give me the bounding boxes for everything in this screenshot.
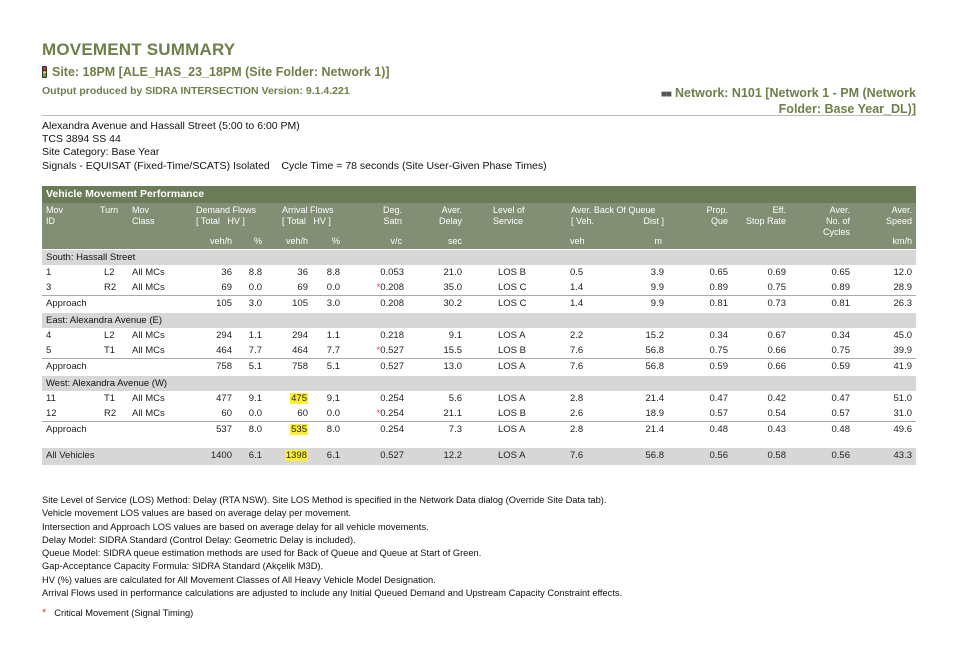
cell-que: 0.56: [709, 450, 728, 461]
col-satn: Satn: [383, 216, 402, 226]
cell-los: LOS A: [498, 393, 526, 404]
cell-dt: 477: [216, 393, 232, 404]
cell-delay: 21.0: [443, 267, 462, 278]
cell-ah: 0.0: [326, 408, 340, 419]
cell-satn: 0.053: [380, 267, 404, 278]
col-speed: Aver.: [891, 205, 912, 215]
cell-stop: 0.42: [767, 393, 786, 404]
cell-id: 12: [46, 408, 57, 419]
cell-delay: 9.1: [448, 330, 462, 341]
cell-satn: 0.254: [380, 393, 404, 404]
unit-pct: %: [253, 236, 262, 246]
cell-spd: 28.9: [893, 282, 912, 293]
cell-dist: 18.9: [645, 408, 664, 419]
cell-stop: 0.54: [767, 408, 786, 419]
cell-stop: 0.43: [767, 424, 786, 435]
col-turn: Turn: [100, 205, 119, 215]
cell-at: 758: [292, 361, 308, 372]
note-line: Arrival Flows used in performance calculations are adjusted to include any Initial Queued Demand and Upstream Capacity Constraint effects.: [42, 588, 623, 599]
all-vehicles-row: [42, 448, 916, 465]
cell-cls: All MCs: [132, 393, 165, 404]
cell-ah: 8.0: [326, 424, 340, 435]
cell-spd: 39.9: [893, 345, 912, 356]
produced-by: Output produced by SIDRA INTERSECTION Version: 9.1.4.221: [42, 85, 350, 97]
info-line: Site Category: Base Year: [42, 146, 160, 159]
cell-delay: 15.5: [443, 345, 462, 356]
cell-que: 0.75: [709, 345, 728, 356]
cell-delay: 5.6: [448, 393, 462, 404]
cell-dist: 9.9: [650, 298, 664, 309]
cell-cls: All MCs: [132, 282, 165, 293]
cell-delay: 35.0: [443, 282, 462, 293]
cell-dh: 0.0: [248, 408, 262, 419]
cell-que: 0.48: [709, 424, 728, 435]
cell-at: [278, 450, 308, 461]
unit-vc: v/c: [390, 236, 402, 246]
cell-los: LOS A: [498, 361, 526, 372]
movement-performance-table: [42, 186, 916, 465]
critical-legend: [42, 607, 193, 619]
network-icon: ■■: [660, 89, 671, 100]
cell-los: LOS B: [498, 345, 526, 356]
cell-satn: [374, 345, 404, 356]
cell-que: 0.34: [709, 330, 728, 341]
col-los: Level of: [493, 205, 525, 215]
critical-label: Critical Movement (Signal Timing): [54, 608, 194, 618]
cell-satn: 0.527: [380, 450, 404, 461]
note-line: Intersection and Approach LOS values are based on average delay for all vehicle movements.: [42, 521, 429, 532]
col-deg: Deg.: [382, 205, 402, 215]
cell-turn: L2: [104, 330, 115, 341]
cell-veh: 0.5: [570, 267, 584, 278]
cell-id: 5: [46, 345, 52, 356]
approach-row: [42, 421, 916, 438]
cell-ah: 7.7: [326, 345, 340, 356]
page-title: MOVEMENT SUMMARY: [42, 40, 236, 59]
cell-cyc: 0.75: [831, 345, 850, 356]
col-queue-dist: Dist ]: [643, 216, 664, 226]
cell-satn-value: 0.208: [380, 282, 404, 293]
note-line: Site Level of Service (LOS) Method: Delay (RTA NSW). Site LOS Method is specified in the Network Data dialog (Override Site Data tab).: [42, 495, 607, 505]
col-cycles: Aver.: [829, 205, 850, 215]
cell-spd: 51.0: [893, 393, 912, 404]
col-cycles: Cycles: [822, 227, 850, 237]
col-speed: Speed: [885, 216, 912, 226]
cell-dist: 3.9: [650, 267, 664, 278]
cell-at: 36: [297, 267, 308, 278]
table-row: [42, 343, 916, 358]
col-los: Service: [493, 216, 524, 226]
cell-veh: 1.4: [570, 282, 584, 293]
cell-turn: R2: [104, 408, 117, 419]
cell-id: 3: [46, 282, 52, 293]
cell-ah: 6.1: [326, 450, 340, 461]
cell-spd: 45.0: [893, 330, 912, 341]
col-mov: Mov: [46, 205, 64, 215]
cell-los: LOS A: [498, 450, 526, 461]
note-line: Vehicle movement LOS values are based on average delay per movement.: [42, 508, 352, 519]
table-row: [42, 328, 916, 343]
section-header: West: Alexandra Avenue (W): [42, 376, 916, 391]
cell-satn: 0.208: [380, 298, 404, 309]
highlighted-value: 1398: [285, 450, 307, 461]
cell-turn: L2: [104, 267, 115, 278]
cell-label: All Vehicles: [46, 450, 95, 461]
section-header: East: Alexandra Avenue (E): [42, 313, 916, 328]
network-line-1: Network: N101 [Network 1 - PM (Network: [674, 86, 916, 100]
unit-pct: %: [331, 236, 340, 246]
cell-que: 0.81: [709, 298, 728, 309]
cell-ah: 0.0: [326, 282, 340, 293]
cell-cyc: 0.56: [831, 450, 850, 461]
cell-los: LOS B: [498, 408, 526, 419]
cell-turn: T1: [104, 393, 116, 404]
cell-dt: 758: [216, 361, 232, 372]
cell-dh: 7.7: [248, 345, 262, 356]
cell-stop: 0.67: [767, 330, 786, 341]
cell-dt: 105: [216, 298, 232, 309]
cell-stop: 0.66: [767, 361, 786, 372]
cell-que: 0.65: [709, 267, 728, 278]
cell-dh: 3.0: [248, 298, 262, 309]
unit-veh: veh: [570, 236, 585, 246]
cell-satn: 0.218: [380, 330, 404, 341]
unit-veh-h: veh/h: [209, 236, 232, 246]
cell-veh: 1.4: [570, 298, 584, 309]
table-title: Vehicle Movement Performance: [42, 186, 916, 203]
cell-at: [278, 424, 308, 435]
cell-los: LOS A: [498, 424, 526, 435]
cell-cyc: 0.47: [831, 393, 850, 404]
cell-dist: 56.8: [645, 450, 664, 461]
cell-id: 11: [46, 393, 56, 404]
cell-dist: 21.4: [645, 393, 664, 404]
cell-at: 294: [292, 330, 308, 341]
cell-cyc: 0.48: [831, 424, 850, 435]
approach-row: [42, 358, 916, 375]
cell-satn: [374, 408, 404, 419]
network-line-2: Folder: Base Year_DL)]: [778, 102, 916, 116]
cell-dt: 36: [221, 267, 232, 278]
highlighted-value: 475: [291, 393, 307, 404]
cell-dt: 69: [221, 282, 232, 293]
cell-veh: 2.8: [570, 424, 584, 435]
section-header: South: Hassall Street: [42, 250, 916, 265]
cell-stop: 0.73: [767, 298, 786, 309]
cell-dt: 537: [216, 424, 232, 435]
col-arrival-sub: [ Total HV ]: [282, 216, 331, 226]
cell-dt: 464: [216, 345, 232, 356]
unit-sec: sec: [447, 236, 462, 246]
cell-dt: 1400: [210, 450, 232, 461]
cell-satn: [374, 282, 404, 293]
cell-stop: 0.66: [767, 345, 786, 356]
cell-ah: 8.8: [326, 267, 340, 278]
cell-cyc: 0.81: [831, 298, 850, 309]
col-class: Mov: [132, 205, 150, 215]
site-info: [42, 120, 547, 173]
table-header: [42, 203, 916, 249]
cell-los: LOS C: [498, 298, 527, 309]
cell-dh: 9.1: [248, 393, 262, 404]
cell-stop: 0.58: [767, 450, 786, 461]
cell-cyc: 0.65: [831, 267, 850, 278]
unit-veh-h: veh/h: [285, 236, 308, 246]
cell-ah: 1.1: [326, 330, 340, 341]
cell-at: 105: [292, 298, 308, 309]
col-prop: Que: [710, 216, 728, 226]
cell-los: LOS A: [498, 330, 526, 341]
cell-dh: 6.1: [248, 450, 262, 461]
cell-ah: 9.1: [326, 393, 340, 404]
cell-dh: 5.1: [248, 361, 262, 372]
col-delay: Aver.: [441, 205, 462, 215]
col-delay: Delay: [438, 216, 462, 226]
col-eff: Stop Rate: [745, 216, 786, 226]
critical-star-icon: *: [376, 408, 381, 419]
col-demand: Demand Flows: [196, 205, 257, 215]
col-class: Class: [132, 216, 155, 226]
cell-dh: 0.0: [248, 282, 262, 293]
col-demand-sub: [ Total HV ]: [196, 216, 245, 226]
unit-kmh: km/h: [892, 236, 912, 246]
cell-delay: 12.2: [443, 450, 462, 461]
cell-spd: 41.9: [893, 361, 912, 372]
cell-label: Approach: [46, 298, 87, 309]
note-line: Delay Model: SIDRA Standard (Control Delay: Geometric Delay is included).: [42, 534, 356, 545]
critical-star-icon: *: [376, 282, 381, 293]
cell-veh: 2.6: [570, 408, 584, 419]
col-queue: Aver. Back Of Queue: [571, 205, 656, 215]
cell-dist: 21.4: [645, 424, 664, 435]
cell-veh: 7.6: [570, 345, 584, 356]
cell-que: 0.59: [709, 361, 728, 372]
cell-spd: 31.0: [893, 408, 912, 419]
cell-cyc: 0.34: [831, 330, 850, 341]
critical-star-icon: *: [376, 345, 381, 356]
table-row: [42, 406, 916, 421]
cell-los: LOS B: [498, 267, 526, 278]
cell-satn: 0.527: [380, 361, 404, 372]
network-heading: [586, 86, 916, 117]
cell-cls: All MCs: [132, 330, 165, 341]
cell-dh: 8.0: [248, 424, 262, 435]
cell-los: LOS C: [498, 282, 527, 293]
table-row: [42, 280, 916, 295]
cell-spd: 49.6: [893, 424, 912, 435]
cell-label: Approach: [46, 361, 87, 372]
cell-delay: 30.2: [443, 298, 462, 309]
cell-ah: 5.1: [326, 361, 340, 372]
cell-dist: 15.2: [645, 330, 664, 341]
table-row: [42, 391, 916, 406]
info-line: TCS 3894 SS 44: [42, 133, 121, 146]
critical-star-icon: *: [42, 607, 47, 619]
cell-dt: 60: [221, 408, 232, 419]
cell-id: 1: [46, 267, 52, 278]
cell-dist: 56.8: [645, 345, 664, 356]
cell-dt: 294: [216, 330, 232, 341]
cell-que: 0.47: [709, 393, 728, 404]
cell-cls: All MCs: [132, 267, 165, 278]
info-line: Alexandra Avenue and Hassall Street (5:00 to 6:00 PM): [42, 120, 300, 132]
cell-spd: 26.3: [893, 298, 912, 309]
cell-dh: 8.8: [248, 267, 262, 278]
cell-cyc: 0.59: [831, 361, 850, 372]
col-arrival: Arrival Flows: [282, 205, 334, 215]
note-line: Queue Model: SIDRA queue estimation methods are used for Back of Queue and Queue at Start of Green.: [42, 548, 482, 559]
cell-satn: 0.254: [380, 424, 404, 435]
cell-spd: 12.0: [893, 267, 912, 278]
table-body: [42, 250, 916, 465]
note-line: Gap-Acceptance Capacity Formula: SIDRA Standard (Akçelik M3D).: [42, 561, 324, 572]
cell-at: 69: [297, 282, 308, 293]
cell-spd: 43.3: [893, 450, 912, 461]
col-cycles: No. of: [825, 216, 850, 226]
cell-stop: 0.75: [767, 282, 786, 293]
table-row: [42, 265, 916, 280]
cell-delay: 13.0: [443, 361, 462, 372]
info-line: Signals - EQUISAT (Fixed-Time/SCATS) Isolated Cycle Time = 78 seconds (Site User-Given Phase Times): [42, 159, 547, 172]
col-eff: Eff.: [772, 205, 786, 215]
cell-delay: 7.3: [448, 424, 462, 435]
notes: [42, 494, 622, 600]
cell-cyc: 0.89: [831, 282, 850, 293]
cell-cyc: 0.57: [831, 408, 850, 419]
cell-turn: R2: [104, 282, 117, 293]
cell-veh: 2.8: [570, 393, 584, 404]
cell-delay: 21.1: [443, 408, 462, 419]
cell-stop: 0.69: [767, 267, 786, 278]
col-prop: Prop.: [706, 205, 728, 215]
highlighted-value: 535: [291, 424, 307, 435]
unit-m: m: [654, 236, 662, 246]
col-id: ID: [46, 216, 55, 226]
note-line: HV (%) values are calculated for All Movement Classes of All Heavy Vehicle Model Designation.: [42, 574, 436, 585]
site-heading: [42, 65, 390, 79]
site-label: Site: 18PM [ALE_HAS_23_18PM (Site Folder: Network 1)]: [52, 65, 390, 79]
cell-dist: 56.8: [645, 361, 664, 372]
col-queue-veh: [ Veh.: [571, 216, 595, 226]
cell-cls: All MCs: [132, 408, 165, 419]
cell-label: Approach: [46, 424, 87, 435]
cell-at: 60: [297, 408, 308, 419]
cell-veh: 2.2: [570, 330, 584, 341]
cell-dist: 9.9: [650, 282, 664, 293]
cell-cls: All MCs: [132, 345, 165, 356]
cell-at: [278, 393, 308, 404]
cell-satn-value: 0.254: [380, 408, 404, 419]
cell-id: 4: [46, 330, 52, 341]
traffic-light-icon: [42, 66, 47, 78]
cell-at: 464: [292, 345, 308, 356]
divider: [42, 115, 916, 116]
approach-row: [42, 295, 916, 312]
cell-que: 0.57: [709, 408, 728, 419]
cell-veh: 7.6: [570, 361, 584, 372]
cell-turn: T1: [104, 345, 116, 356]
cell-satn-value: 0.527: [380, 345, 404, 356]
cell-que: 0.89: [709, 282, 728, 293]
cell-veh: 7.6: [570, 450, 584, 461]
cell-dh: 1.1: [248, 330, 262, 341]
cell-ah: 3.0: [326, 298, 340, 309]
